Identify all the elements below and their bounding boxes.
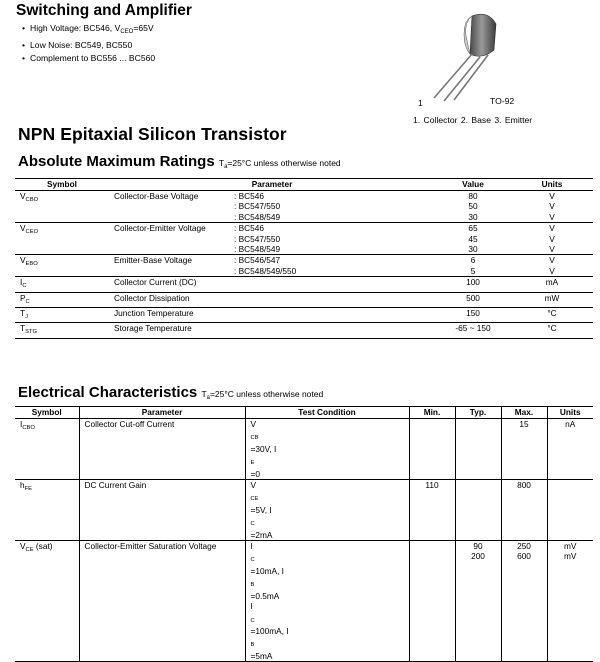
column-header: Typ. [455, 407, 501, 419]
condition-line: I $_C$ =10mA, I $_B$ =0.5mA [250, 541, 284, 601]
unit-cell: mA [511, 277, 593, 292]
variant-cell: : BC548/549/550 [234, 265, 297, 276]
min-cell [409, 541, 455, 662]
column-header: Max. [501, 407, 547, 419]
table-row [15, 191, 593, 202]
abs-max-condition-note: $T_a=25^\circ C$ unless otherwise noted [218, 158, 341, 170]
symbol-cell: $P_C$ [15, 292, 109, 307]
unit-cell: mW [511, 292, 593, 307]
column-header: Symbol [15, 407, 79, 419]
column-header: Min. [409, 407, 455, 419]
pin-legend: 1. Collector 2. Base 3. Emitter [413, 115, 533, 125]
value-cell: 80 [435, 191, 511, 202]
to92-package-image [420, 4, 510, 104]
typ-cell [455, 419, 501, 480]
unit-cell: V [549, 211, 555, 222]
test-condition-cell [245, 541, 409, 662]
elec-heading: Electrical Characteristics $T_a=25^\circ C$ unless otherwise noted [18, 384, 324, 401]
electrical-table [15, 406, 593, 662]
value-cell: 30 [468, 211, 478, 222]
unit-cell: V [511, 255, 593, 266]
max-cell: 800 [501, 480, 547, 541]
abs-max-heading: Absolute Maximum Ratings $T_a=25^\circ C$ unless otherwise noted [18, 153, 341, 170]
unit-cell: V [549, 265, 555, 276]
table-row [15, 541, 593, 662]
column-header: Value [435, 179, 511, 191]
condition-line: V $_{CB}$ =30V, I $_E$ =0 [250, 419, 277, 479]
table-row [15, 223, 593, 234]
parameter-cell: Emitter-Base Voltage [109, 255, 229, 277]
min-cell [409, 419, 455, 480]
unit-cell: °C [511, 308, 593, 323]
table-row [15, 308, 593, 323]
symbol-cell: $V_{CE}$ (sat) [15, 541, 79, 662]
parameter-cell: Collector-Emitter Voltage [109, 223, 229, 255]
parameter-cell: Storage Temperature [109, 323, 435, 338]
package-name: TO-92 [490, 96, 515, 106]
symbol-cell: $I_{CBO}$ [15, 419, 79, 480]
value-cell: 50 [468, 201, 478, 212]
variant-cell: : BC547/550 [234, 201, 281, 212]
value-cell: 30 [468, 244, 478, 255]
column-header: Parameter [79, 407, 245, 419]
value-cell: 6 [435, 255, 511, 266]
parameter-cell: Collector Dissipation [109, 292, 435, 307]
elec-condition-note: $T_a=25^\circ C$ unless otherwise noted [201, 389, 324, 401]
table-row [15, 277, 593, 292]
symbol-cell: $V_{CEO}$ [15, 223, 109, 255]
value-cell: 65 [435, 223, 511, 234]
unit-cell [547, 480, 593, 541]
parameter-cell: DC Current Gain [79, 480, 245, 541]
variant-cell: : BC546 [229, 223, 435, 234]
unit-cell: mV mV [547, 541, 593, 662]
parameter-cell: Collector-Emitter Saturation Voltage [79, 541, 245, 662]
unit-cell: V [549, 201, 555, 212]
value-cell: 150 [435, 308, 511, 323]
unit-cell: V [549, 233, 555, 244]
column-header: Units [547, 407, 593, 419]
value-cell: 45 [468, 233, 478, 244]
symbol-cell: $T_J$ [15, 308, 109, 323]
unit-cell: V [511, 191, 593, 202]
typ-cell: 90 200 [455, 541, 501, 662]
table-row [15, 480, 593, 541]
table-row [15, 255, 593, 266]
min-cell: 110 [409, 480, 455, 541]
unit-cell: nA [547, 419, 593, 480]
abs-max-table [15, 178, 593, 339]
parameter-cell: Junction Temperature [109, 308, 435, 323]
unit-cell: V [511, 223, 593, 234]
table-row [15, 292, 593, 307]
value-cell: -65 ~ 150 [435, 323, 511, 338]
value-cell: 500 [435, 292, 511, 307]
max-cell: 15 [501, 419, 547, 480]
table-row [15, 323, 593, 338]
feature-item: • High Voltage: BC546, $V_{CEO}=65V$ [22, 22, 155, 39]
table-header-row [15, 179, 593, 191]
table-row [15, 419, 593, 480]
column-header: Units [511, 179, 593, 191]
pin-one-label: 1 [418, 98, 423, 108]
unit-cell: V [549, 244, 555, 255]
symbol-cell: $T_{STG}$ [15, 323, 109, 338]
value-cell: 100 [435, 277, 511, 292]
parameter-cell: Collector-Base Voltage [109, 191, 229, 223]
condition-line: V $_{CE}$ =5V, I $_C$ =2mA [250, 480, 273, 540]
variant-cell: : BC546 [229, 191, 435, 202]
value-cell: 5 [470, 265, 476, 276]
feature-item: • Complement to BC556 ... BC560 [22, 52, 155, 65]
table-header-row [15, 407, 593, 419]
test-condition-cell [245, 419, 409, 480]
column-header: Symbol [15, 179, 109, 191]
symbol-cell: $h_{FE}$ [15, 480, 79, 541]
feature-list [22, 22, 155, 65]
unit-cell: °C [511, 323, 593, 338]
device-title: NPN Epitaxial Silicon Transistor [18, 124, 287, 144]
column-header: Parameter [109, 179, 435, 191]
variant-cell: : BC547/550 [234, 233, 281, 244]
column-header: Test Condition [245, 407, 409, 419]
variant-cell: : BC546/547 [229, 255, 435, 266]
symbol-cell: $V_{EBO}$ [15, 255, 109, 277]
condition-line: I $_C$ =100mA, I $_B$ =5mA [250, 601, 289, 661]
typ-cell [455, 480, 501, 541]
symbol-cell: $V_{CBO}$ [15, 191, 109, 223]
feature-item: • Low Noise: BC549, BC550 [22, 39, 155, 52]
max-cell: 250 600 [501, 541, 547, 662]
page-heading: Switching and Amplifier [16, 2, 192, 19]
test-condition-cell [245, 480, 409, 541]
variant-cell: : BC548/549 [234, 211, 281, 222]
parameter-cell: Collector Current (DC) [109, 277, 435, 292]
parameter-cell: Collector Cut-off Current [79, 419, 245, 480]
symbol-cell: $I_C$ [15, 277, 109, 292]
variant-cell: : BC548/549 [234, 244, 281, 255]
